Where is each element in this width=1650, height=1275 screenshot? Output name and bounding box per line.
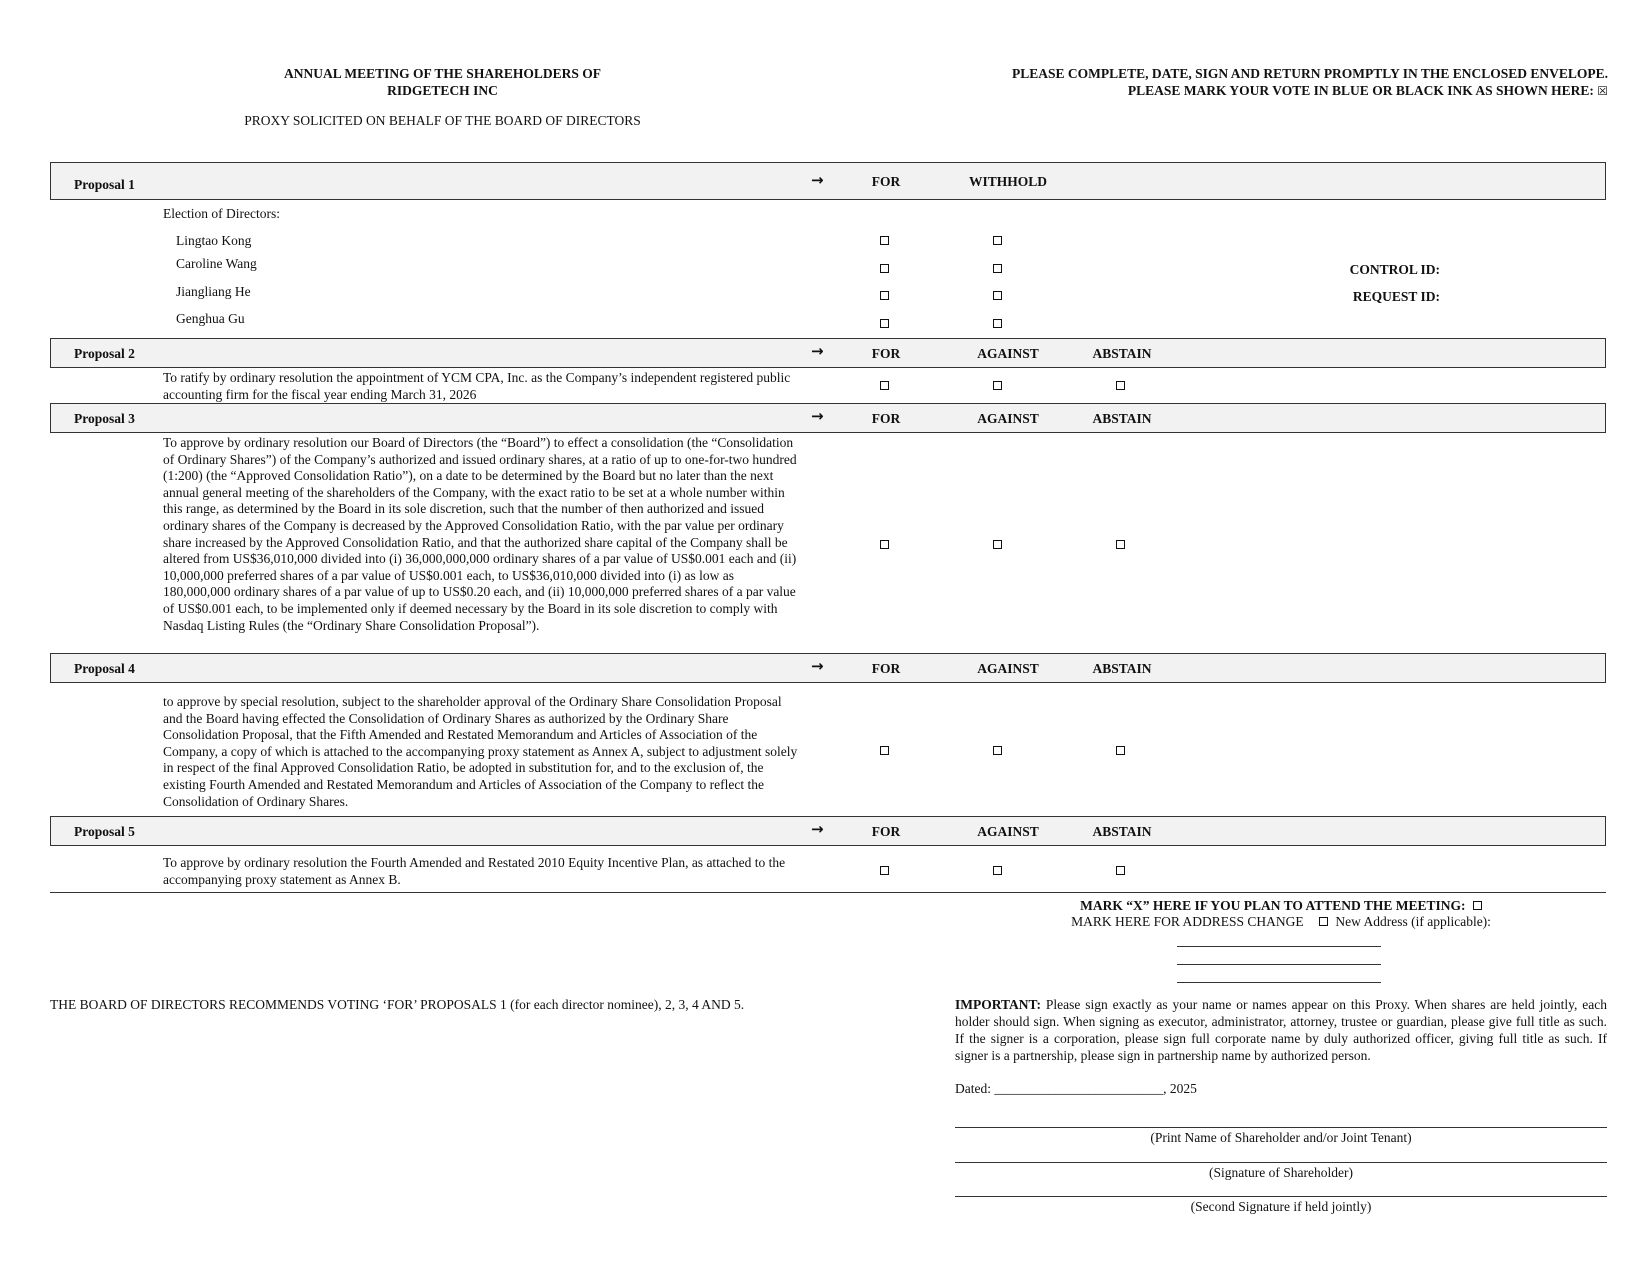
col-against: AGAINST <box>977 346 1039 361</box>
proposals-table <box>50 162 1608 892</box>
request-id-label: REQUEST ID: <box>1352 289 1440 304</box>
dated-field[interactable]: _________________________ <box>994 1081 1164 1096</box>
nominee-2-withhold-checkbox[interactable] <box>993 264 1002 273</box>
proposal-4-against-checkbox[interactable] <box>993 746 1002 755</box>
col-for: FOR <box>871 661 901 676</box>
nominee-4-for-checkbox[interactable] <box>880 319 889 328</box>
important-label: IMPORTANT: <box>955 997 1042 1012</box>
dated-row <box>955 1081 1197 1097</box>
proposal-5-abstain-checkbox[interactable] <box>1116 866 1125 875</box>
signature-caption: (Signature of Shareholder) <box>1209 1165 1353 1180</box>
nominee-4: Genghua Gu <box>176 311 245 326</box>
print-name-caption: (Print Name of Shareholder and/or Joint Tenant) <box>1150 1130 1412 1145</box>
address-line-1[interactable] <box>1177 946 1381 947</box>
proposal-1-intro: Election of Directors: <box>163 206 280 221</box>
proposal-3-label: Proposal 3 <box>74 411 135 426</box>
nominee-1-withhold-checkbox[interactable] <box>993 236 1002 245</box>
nominee-1: Lingtao Kong <box>176 233 252 248</box>
proposal-2-header <box>50 338 1606 368</box>
arrow-icon: → <box>811 820 824 838</box>
nominee-1-for-checkbox[interactable] <box>880 236 889 245</box>
arrow-icon: → <box>811 407 824 425</box>
control-id-label: CONTROL ID: <box>1349 262 1440 277</box>
arrow-icon: → <box>811 657 824 675</box>
nominee-3: Jiangliang He <box>176 284 251 299</box>
nominee-4-withhold-checkbox[interactable] <box>993 319 1002 328</box>
nominee-3-withhold-checkbox[interactable] <box>993 291 1002 300</box>
attend-row <box>955 898 1607 914</box>
proposal-4-for-checkbox[interactable] <box>880 746 889 755</box>
company-name: RIDGETECH INC <box>387 82 498 98</box>
nominee-3-for-checkbox[interactable] <box>880 291 889 300</box>
table-bottom-rule <box>50 892 1606 893</box>
meeting-title-line1: ANNUAL MEETING OF THE SHAREHOLDERS OF <box>284 66 601 81</box>
dated-year: , 2025 <box>1163 1081 1197 1096</box>
col-withhold: WITHHOLD <box>968 174 1047 189</box>
proposal-5-text: To approve by ordinary resolution the Fourth Amended and Restated 2010 Equity Incentive Plan, as attached to the accompanying proxy statement as Annex B. <box>163 855 786 887</box>
col-against: AGAINST <box>977 411 1039 426</box>
col-against: AGAINST <box>977 824 1039 839</box>
attend-label: MARK “X” HERE IF YOU PLAN TO ATTEND THE MEETING: <box>1080 898 1466 913</box>
proposal-2-for-checkbox[interactable] <box>880 381 889 390</box>
second-signature-caption: (Second Signature if held jointly) <box>1190 1199 1372 1214</box>
col-for: FOR <box>871 346 901 361</box>
arrow-icon: → <box>811 171 824 189</box>
col-for: FOR <box>871 174 901 189</box>
proposal-2-against-checkbox[interactable] <box>993 381 1002 390</box>
proposal-3-abstain-checkbox[interactable] <box>1116 540 1125 549</box>
nominee-2-for-checkbox[interactable] <box>880 264 889 273</box>
second-signature-line[interactable] <box>955 1196 1607 1197</box>
ink-instruction-text: PLEASE MARK YOUR VOTE IN BLUE OR BLACK INK AS SHOWN HERE: <box>1127 82 1594 98</box>
proposal-3-against-checkbox[interactable] <box>993 540 1002 549</box>
return-instruction-line1: PLEASE COMPLETE, DATE, SIGN AND RETURN PROMPTLY IN THE ENCLOSED ENVELOPE. <box>1012 66 1608 81</box>
col-abstain: ABSTAIN <box>1092 661 1152 676</box>
important-notice <box>955 996 1607 1064</box>
proposal-1-header <box>50 162 1606 200</box>
nominee-2: Caroline Wang <box>176 256 257 271</box>
col-abstain: ABSTAIN <box>1092 346 1152 361</box>
proposal-4-abstain-checkbox[interactable] <box>1116 746 1125 755</box>
proposal-5-against-checkbox[interactable] <box>993 866 1002 875</box>
arrow-icon: → <box>811 342 824 360</box>
address-line-3[interactable] <box>1177 982 1381 983</box>
proposal-5-label: Proposal 5 <box>74 824 135 839</box>
sample-mark-icon: ☒ <box>1597 83 1608 98</box>
proposal-4-text: to approve by special resolution, subject to the shareholder approval of the Ordinary Share Consolidation Proposal and the Board having effected the Consolidation of Ordinary Shares as authorized by the Ordinary Share Consolidation Proposal, that the Fifth Amended and Restated Memorandum and Articles of Association of the Company, a copy of which is attached to the accompanying proxy statement as Annex A, subject to adjustment solely in respect of the final Approved Consolidation Ratio, be adopted in substitution for, and to the exclusion of, the existing Fourth Amended and Restated Memorandum and Articles of Association of the Company to reflect the Consolidation of Ordinary Shares. <box>163 694 798 809</box>
proposal-3-for-checkbox[interactable] <box>880 540 889 549</box>
ink-instruction <box>900 83 1608 100</box>
col-against: AGAINST <box>977 661 1039 676</box>
dated-label: Dated: <box>955 1081 991 1096</box>
attend-checkbox[interactable] <box>1473 901 1482 910</box>
print-name-line[interactable] <box>955 1127 1607 1128</box>
proposal-4-header <box>50 653 1606 683</box>
important-text: Please sign exactly as your name or names appear on this Proxy. When shares are held jointly, each holder should sign. When signing as executor, administrator, attorney, trustee or guardian, please give full title as such. If the signer is a corporation, please sign full corporate name by duly authorized officer, giving full title as such. If signer is a partnership, please sign in partnership name by authorized person. <box>955 997 1607 1063</box>
meeting-title <box>200 66 685 99</box>
proposal-2-text: To ratify by ordinary resolution the appointment of YCM CPA, Inc. as the Company’s independent registered public accounting firm for the fiscal year ending March 31, 2026 <box>163 370 791 402</box>
address-change-row <box>955 914 1607 930</box>
proposal-5-for-checkbox[interactable] <box>880 866 889 875</box>
address-change-checkbox[interactable] <box>1319 917 1328 926</box>
address-change-label: MARK HERE FOR ADDRESS CHANGE <box>1071 914 1304 929</box>
col-abstain: ABSTAIN <box>1092 824 1152 839</box>
proposal-3-header <box>50 403 1606 433</box>
col-for: FOR <box>871 824 901 839</box>
proposal-2-abstain-checkbox[interactable] <box>1116 381 1125 390</box>
new-address-label: New Address (if applicable): <box>1335 914 1491 929</box>
proposal-4-label: Proposal 4 <box>74 661 135 676</box>
col-for: FOR <box>871 411 901 426</box>
proposal-3-text: To approve by ordinary resolution our Board of Directors (the “Board”) to effect a consolidation (the “Consolidation of Ordinary Shares”) of the Company’s authorized and issued ordinary shares, at a ratio of up to one-for-two hundred (1:200) (the “Approved Consolidation Ratio”), on a date to be determined by the Board but no later than the next annual general meeting of the shareholders of the Company, with the exact ratio to be set at a whole number within this range, as determined by the Board in its sole discretion, such that the number of then authorized and issued ordinary shares of the Company is decreased by the Approved Consolidation Ratio, with the par value per ordinary share increased by the Approved Consolidation Ratio, and that the authorized share capital of the Company shall be altered from US$36,010,000 divided into (i) 36,000,000,000 ordinary shares of a par value of US$0.001 each and (ii) 10,000,000 preferred shares of a par value of US$0.001 each, to US$36,010,000 divided into (i) as low as 180,000,000 ordinary shares of a par value of up to US$0.20 each, and (ii) 10,000,000 preferred shares of a par value of US$0.001 each, to be implemented only if deemed necessary by the Board in its sole discretion to comply with Nasdaq Listing Rules (the “Ordinary Share Consolidation Proposal”). <box>163 435 797 633</box>
signature-line[interactable] <box>955 1162 1607 1163</box>
board-recommendation: THE BOARD OF DIRECTORS RECOMMENDS VOTING ‘FOR’ PROPOSALS 1 (for each director nominee), 2, 3, 4 AND 5. <box>50 997 745 1012</box>
col-abstain: ABSTAIN <box>1092 411 1152 426</box>
solicited-line: PROXY SOLICITED ON BEHALF OF THE BOARD OF DIRECTORS <box>244 113 641 128</box>
address-line-2[interactable] <box>1177 964 1381 965</box>
proposal-2-label: Proposal 2 <box>74 346 135 361</box>
return-instructions <box>900 66 1608 99</box>
proposal-1-label: Proposal 1 <box>74 177 135 192</box>
proposal-5-header <box>50 816 1606 846</box>
